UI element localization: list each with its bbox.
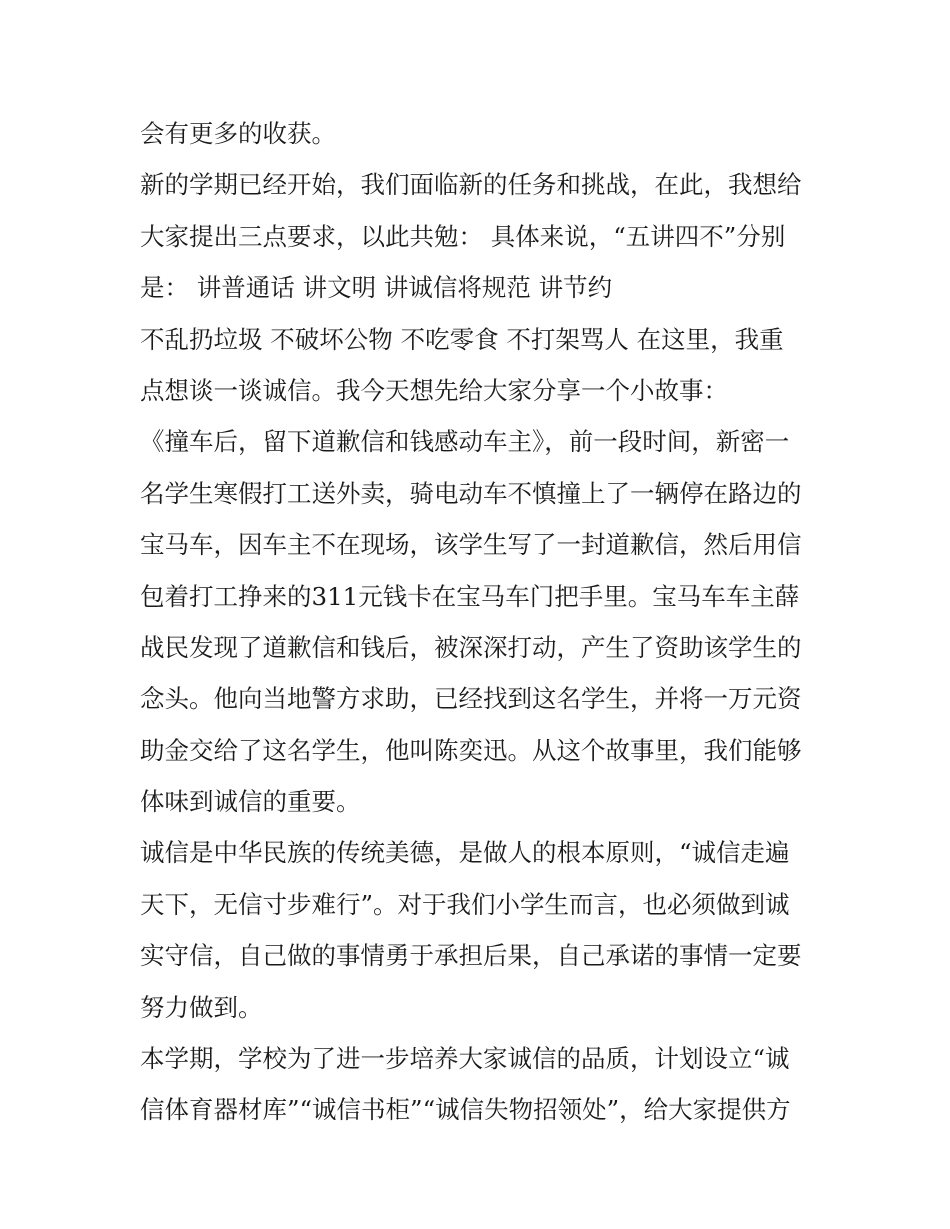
text-line-16: 天下，无信寸步难行”。对于我们小学生而言，也必须做到诚 xyxy=(140,889,790,919)
text-line-19: 本学期，学校为了进一步培养大家诚信的品质，计划设立“诚 xyxy=(140,1044,790,1074)
text-line-11: 战民发现了道歉信和钱后，被深深打动，产生了资助该学生的 xyxy=(140,632,802,662)
text-line-18: 努力做到。 xyxy=(140,992,263,1022)
text-line-5: 不乱扔垃圾 不破坏公物 不吃零食 不打架骂人 在这里，我重 xyxy=(140,324,784,354)
text-line-15: 诚信是中华民族的传统美德，是做人的根本原则，“诚信走遍 xyxy=(140,838,790,868)
text-line-8: 名学生寒假打工送外卖，骑电动车不慎撞上了一辆停在路边的 xyxy=(140,478,802,508)
text-line-17: 实守信，自己做的事情勇于承担后果，自己承诺的事情一定要 xyxy=(140,941,802,971)
text-line-2: 新的学期已经开始，我们面临新的任务和挑战，在此，我想给 xyxy=(140,170,802,200)
text-line-14: 体味到诚信的重要。 xyxy=(140,787,361,817)
text-line-10: 包着打工挣来的311元钱卡在宝马车门把手里。宝马车车主薛 xyxy=(140,581,800,611)
text-line-9: 宝马车，因车主不在现场，该学生写了一封道歉信，然后用信 xyxy=(140,530,802,560)
text-line-12: 念头。他向当地警方求助，已经找到这名学生，并将一万元资 xyxy=(140,684,802,714)
text-line-6: 点想谈一谈诚信。我今天想先给大家分享一个小故事： xyxy=(140,375,728,405)
text-line-7: 《撞车后，留下道歉信和钱感动车主》，前一段时间，新密一 xyxy=(140,427,790,457)
text-line-13: 助金交给了这名学生，他叫陈奕迅。从这个故事里，我们能够 xyxy=(140,735,802,765)
text-line-20: 信体育器材库”“诚信书柜”“诚信失物招领处”，给大家提供方 xyxy=(140,1095,791,1125)
text-line-3: 大家提出三点要求，以此共勉： 具体来说，“五讲四不”分别 xyxy=(140,221,786,251)
text-line-1: 会有更多的收获。 xyxy=(140,119,336,148)
text-line-4: 是： 讲普通话 讲文明 讲诚信将规范 讲节约 xyxy=(140,273,613,303)
document-body xyxy=(140,108,820,1136)
